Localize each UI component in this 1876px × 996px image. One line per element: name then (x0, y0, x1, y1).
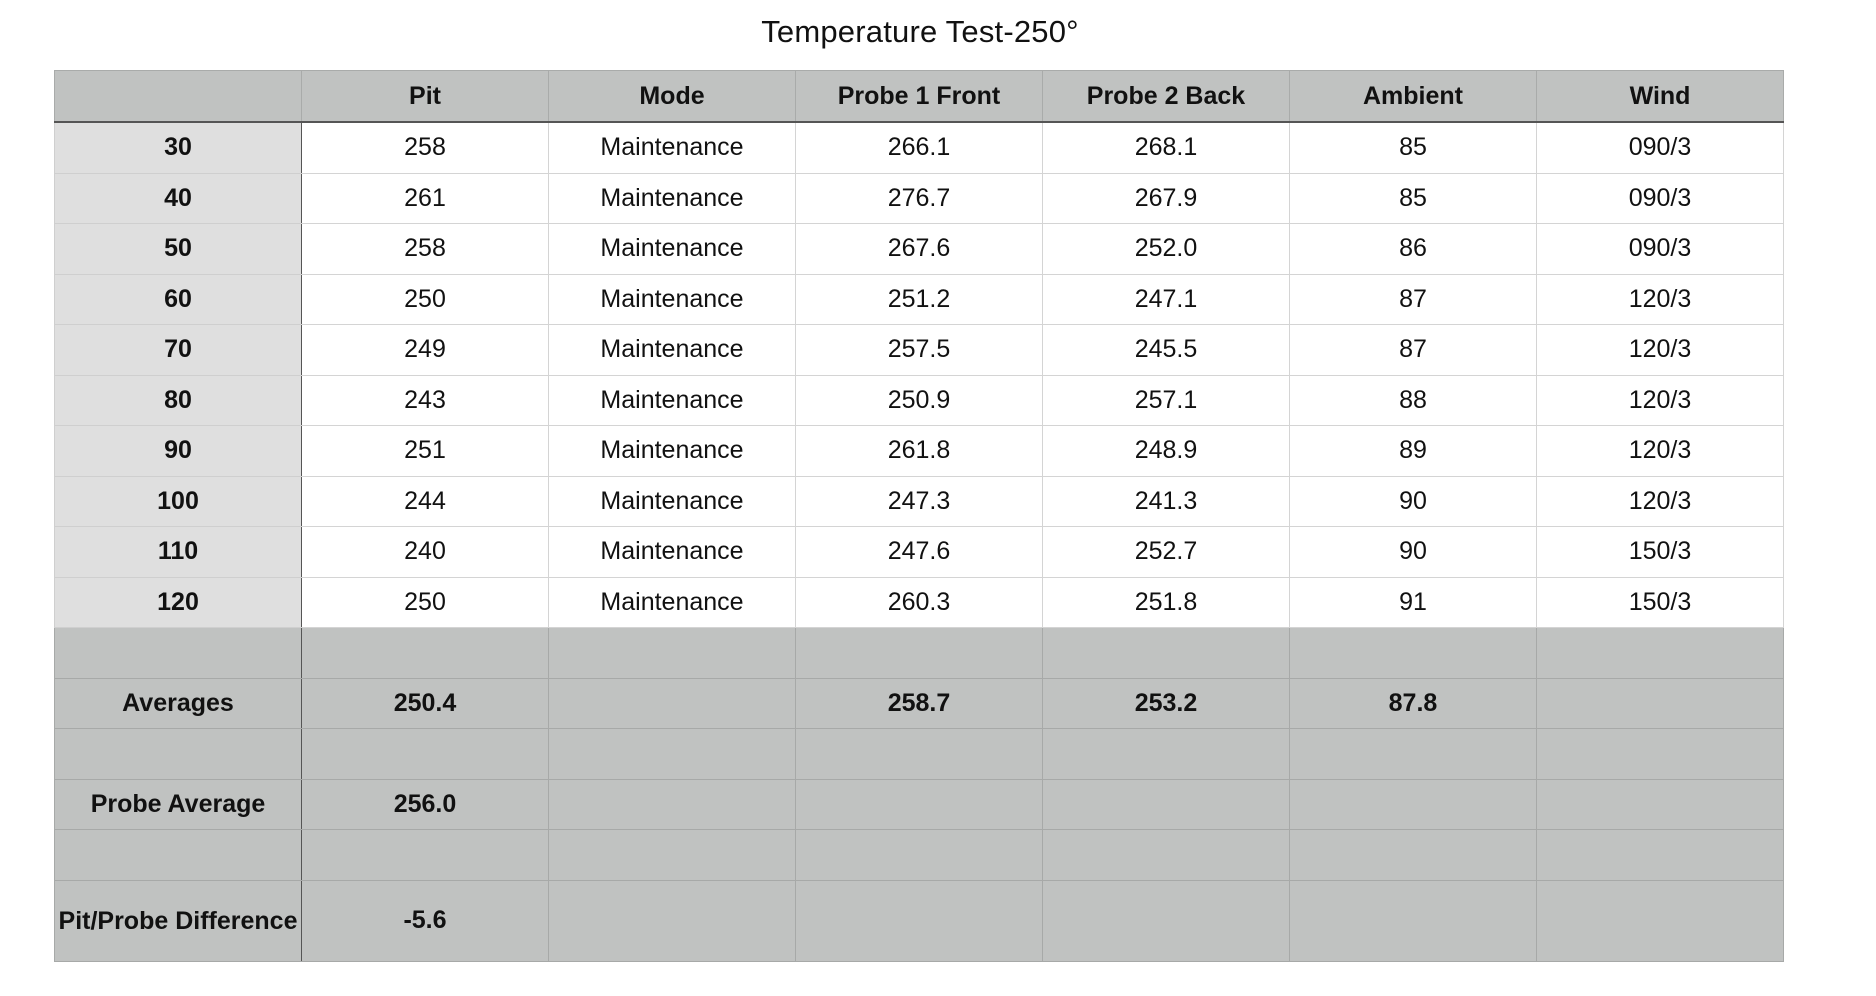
cell-mode[interactable]: Maintenance (549, 577, 796, 628)
table-row (55, 274, 1784, 325)
cell-ambient[interactable]: 90 (1290, 476, 1537, 527)
data-rows (55, 122, 1784, 628)
row-label-time[interactable]: 60 (55, 274, 302, 325)
header-cell-probe2[interactable]: Probe 2 Back (1043, 71, 1290, 123)
table-row (55, 577, 1784, 628)
cell-wind[interactable]: 120/3 (1537, 375, 1784, 426)
header-cell-probe1[interactable]: Probe 1 Front (796, 71, 1043, 123)
sheet-title: Temperature Test-250° (761, 14, 1079, 49)
cell-ambient[interactable]: 85 (1290, 122, 1537, 173)
summary-cell[interactable] (796, 880, 1043, 961)
row-label-time[interactable]: 120 (55, 577, 302, 628)
cell-wind[interactable]: 150/3 (1537, 577, 1784, 628)
row-label-time[interactable]: 50 (55, 224, 302, 275)
cell-mode[interactable]: Maintenance (549, 375, 796, 426)
cell-probe2[interactable]: 251.8 (1043, 577, 1290, 628)
cell-ambient[interactable]: 91 (1290, 577, 1537, 628)
header-cell-pit[interactable]: Pit (302, 71, 549, 123)
summary-cell[interactable] (549, 779, 796, 830)
header-cell-ambient[interactable]: Ambient (1290, 71, 1537, 123)
averages-probe1[interactable]: 258.7 (796, 678, 1043, 729)
probe-average-label[interactable]: Probe Average (55, 779, 302, 830)
cell-ambient[interactable]: 89 (1290, 426, 1537, 477)
cell-pit[interactable]: 240 (302, 527, 549, 578)
cell-wind[interactable]: 120/3 (1537, 325, 1784, 376)
cell-pit[interactable]: 250 (302, 577, 549, 628)
cell-probe2[interactable]: 268.1 (1043, 122, 1290, 173)
cell-pit[interactable]: 249 (302, 325, 549, 376)
summary-cell[interactable] (1290, 880, 1537, 961)
row-label-time[interactable]: 40 (55, 173, 302, 224)
difference-row (55, 880, 1784, 961)
cell-probe1[interactable]: 267.6 (796, 224, 1043, 275)
cell-mode[interactable]: Maintenance (549, 527, 796, 578)
cell-mode[interactable]: Maintenance (549, 224, 796, 275)
difference-label[interactable]: Pit/Probe Difference (55, 880, 302, 961)
cell-probe1[interactable]: 250.9 (796, 375, 1043, 426)
table-row (55, 527, 1784, 578)
cell-probe2[interactable]: 257.1 (1043, 375, 1290, 426)
summary-cell[interactable] (1290, 779, 1537, 830)
averages-probe2[interactable]: 253.2 (1043, 678, 1290, 729)
header-cell-mode[interactable]: Mode (549, 71, 796, 123)
cell-probe2[interactable]: 247.1 (1043, 274, 1290, 325)
summary-spacer-label[interactable] (55, 830, 302, 881)
table-row (55, 426, 1784, 477)
cell-probe2[interactable]: 267.9 (1043, 173, 1290, 224)
cell-pit[interactable]: 244 (302, 476, 549, 527)
table-row (55, 325, 1784, 376)
cell-pit[interactable]: 261 (302, 173, 549, 224)
cell-pit[interactable]: 258 (302, 224, 549, 275)
summary-spacer-label[interactable] (55, 628, 302, 679)
cell-mode[interactable]: Maintenance (549, 476, 796, 527)
cell-ambient[interactable]: 90 (1290, 527, 1537, 578)
table-row (55, 476, 1784, 527)
cell-probe1[interactable]: 276.7 (796, 173, 1043, 224)
cell-pit[interactable]: 243 (302, 375, 549, 426)
cell-probe1[interactable]: 266.1 (796, 122, 1043, 173)
summary-cell[interactable] (1290, 628, 1537, 679)
cell-ambient[interactable]: 88 (1290, 375, 1537, 426)
cell-probe2[interactable]: 248.9 (1043, 426, 1290, 477)
summary-cell[interactable] (796, 830, 1043, 881)
header-row (55, 71, 1784, 123)
summary-cell[interactable] (1043, 880, 1290, 961)
cell-mode[interactable]: Maintenance (549, 426, 796, 477)
summary-cell[interactable] (1537, 830, 1784, 881)
summary-rows (55, 628, 1784, 962)
summary-cell[interactable] (302, 830, 549, 881)
header-cell-corner (55, 71, 302, 123)
summary-cell[interactable] (302, 729, 549, 780)
table-row (55, 173, 1784, 224)
summary-cell[interactable] (1537, 678, 1784, 729)
cell-ambient[interactable]: 87 (1290, 274, 1537, 325)
cell-mode[interactable]: Maintenance (549, 325, 796, 376)
cell-probe1[interactable]: 251.2 (796, 274, 1043, 325)
row-label-time[interactable]: 90 (55, 426, 302, 477)
cell-probe1[interactable]: 247.6 (796, 527, 1043, 578)
averages-ambient[interactable]: 87.8 (1290, 678, 1537, 729)
difference-value[interactable]: -5.6 (302, 880, 549, 961)
cell-mode[interactable]: Maintenance (549, 173, 796, 224)
summary-spacer-label[interactable] (55, 729, 302, 780)
summary-cell[interactable] (549, 830, 796, 881)
cell-pit[interactable]: 251 (302, 426, 549, 477)
averages-pit[interactable]: 250.4 (302, 678, 549, 729)
cell-mode[interactable]: Maintenance (549, 122, 796, 173)
cell-wind[interactable]: 090/3 (1537, 224, 1784, 275)
summary-cell[interactable] (549, 880, 796, 961)
row-label-time[interactable]: 30 (55, 122, 302, 173)
summary-spacer-row (55, 628, 1784, 679)
row-label-time[interactable]: 100 (55, 476, 302, 527)
summary-cell[interactable] (1290, 729, 1537, 780)
cell-probe1[interactable]: 260.3 (796, 577, 1043, 628)
header-cell-wind[interactable]: Wind (1537, 71, 1784, 123)
cell-ambient[interactable]: 87 (1290, 325, 1537, 376)
summary-cell[interactable] (1043, 779, 1290, 830)
cell-probe1[interactable]: 247.3 (796, 476, 1043, 527)
summary-spacer-row (55, 729, 1784, 780)
cell-wind[interactable]: 150/3 (1537, 527, 1784, 578)
cell-probe2[interactable]: 252.0 (1043, 224, 1290, 275)
row-label-time[interactable]: 70 (55, 325, 302, 376)
cell-wind[interactable]: 090/3 (1537, 173, 1784, 224)
summary-cell[interactable] (1537, 880, 1784, 961)
averages-row (55, 678, 1784, 729)
summary-cell[interactable] (549, 628, 796, 679)
averages-label[interactable]: Averages (55, 678, 302, 729)
cell-ambient[interactable]: 85 (1290, 173, 1537, 224)
summary-cell[interactable] (1537, 729, 1784, 780)
summary-spacer-row (55, 830, 1784, 881)
row-label-time[interactable]: 80 (55, 375, 302, 426)
temperature-table (54, 70, 1784, 962)
cell-probe2[interactable]: 252.7 (1043, 527, 1290, 578)
cell-wind[interactable]: 120/3 (1537, 476, 1784, 527)
summary-cell[interactable] (1043, 729, 1290, 780)
probe-average-row (55, 779, 1784, 830)
summary-cell[interactable] (1043, 628, 1290, 679)
cell-wind[interactable]: 120/3 (1537, 426, 1784, 477)
summary-cell[interactable] (1537, 628, 1784, 679)
summary-cell[interactable] (1290, 830, 1537, 881)
summary-cell[interactable] (1043, 830, 1290, 881)
summary-cell[interactable] (1537, 779, 1784, 830)
cell-probe1[interactable]: 257.5 (796, 325, 1043, 376)
cell-pit[interactable]: 258 (302, 122, 549, 173)
cell-mode[interactable]: Maintenance (549, 274, 796, 325)
table-row (55, 224, 1784, 275)
summary-cell[interactable] (796, 779, 1043, 830)
cell-pit[interactable]: 250 (302, 274, 549, 325)
cell-probe1[interactable]: 261.8 (796, 426, 1043, 477)
row-label-time[interactable]: 110 (55, 527, 302, 578)
probe-average-value[interactable]: 256.0 (302, 779, 549, 830)
table-row (55, 122, 1784, 173)
cell-ambient[interactable]: 86 (1290, 224, 1537, 275)
summary-cell[interactable] (796, 628, 1043, 679)
summary-cell[interactable] (549, 678, 796, 729)
cell-probe2[interactable]: 241.3 (1043, 476, 1290, 527)
table-row (55, 375, 1784, 426)
cell-wind[interactable]: 120/3 (1537, 274, 1784, 325)
summary-cell[interactable] (302, 628, 549, 679)
summary-cell[interactable] (549, 729, 796, 780)
cell-wind[interactable]: 090/3 (1537, 122, 1784, 173)
cell-probe2[interactable]: 245.5 (1043, 325, 1290, 376)
summary-cell[interactable] (796, 729, 1043, 780)
